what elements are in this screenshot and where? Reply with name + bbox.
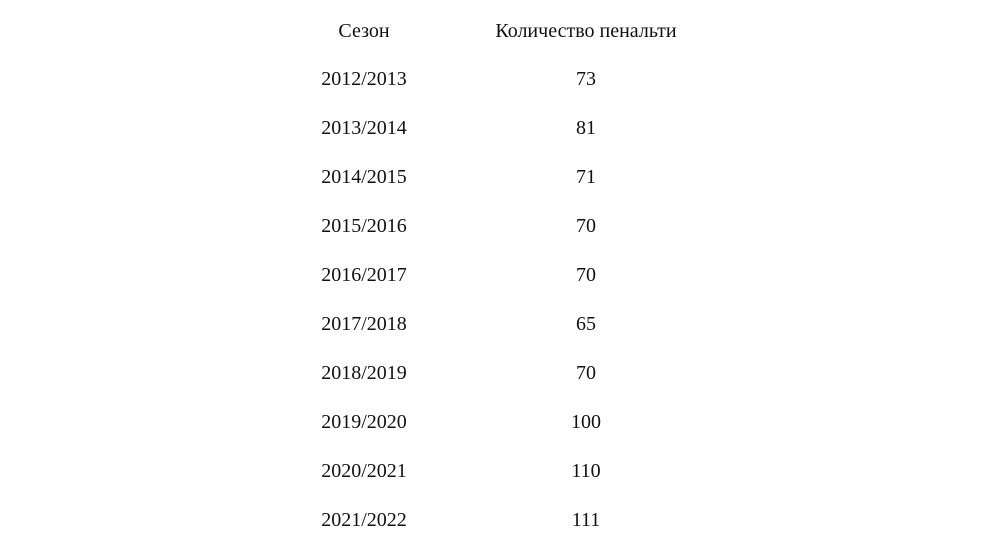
table-row: [0, 113, 1000, 143]
season-cell: 2017/2018: [321, 313, 407, 335]
penalties-cell: 111: [571, 509, 601, 531]
table-row: [0, 456, 1000, 486]
penalties-cell: 73: [576, 68, 596, 90]
table-row: [0, 260, 1000, 290]
penalties-cell: 81: [576, 117, 596, 139]
season-cell: 2015/2016: [321, 215, 407, 237]
season-cell: 2021/2022: [321, 509, 407, 531]
table-row: [0, 505, 1000, 535]
header-penalties: Количество пенальти: [495, 20, 677, 42]
penalties-cell: 70: [576, 362, 596, 384]
table-row: [0, 407, 1000, 437]
penalties-cell: 100: [571, 411, 601, 433]
season-cell: 2014/2015: [321, 166, 407, 188]
season-cell: 2020/2021: [321, 460, 407, 482]
season-cell: 2013/2014: [321, 117, 407, 139]
header-season: Сезон: [338, 20, 390, 42]
table-row: [0, 211, 1000, 241]
table-row: [0, 309, 1000, 339]
table-row: [0, 162, 1000, 192]
season-cell: 2016/2017: [321, 264, 407, 286]
penalties-cell: 71: [576, 166, 596, 188]
season-cell: 2019/2020: [321, 411, 407, 433]
table-header-row: [0, 16, 1000, 46]
season-cell: 2012/2013: [321, 68, 407, 90]
penalties-cell: 70: [576, 264, 596, 286]
penalties-cell: 65: [576, 313, 596, 335]
table-row: [0, 64, 1000, 94]
table-row: [0, 358, 1000, 388]
season-cell: 2018/2019: [321, 362, 407, 384]
penalties-cell: 110: [571, 460, 601, 482]
penalties-cell: 70: [576, 215, 596, 237]
